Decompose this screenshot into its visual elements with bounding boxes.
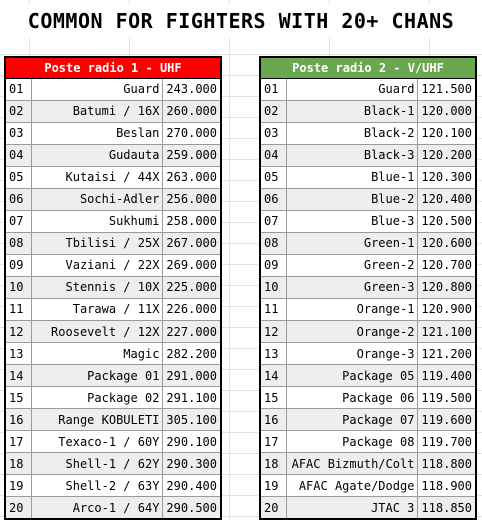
frequency-cell: 120.000 bbox=[418, 100, 476, 122]
channel-number-cell: 08 bbox=[5, 232, 31, 254]
frequency-cell: 282.200 bbox=[163, 343, 221, 365]
channel-number-cell: 17 bbox=[5, 431, 31, 453]
channel-number-cell: 09 bbox=[5, 254, 31, 276]
channel-name-cell: Texaco-1 / 60Y bbox=[31, 431, 163, 453]
channel-number-cell: 19 bbox=[5, 475, 31, 497]
frequency-cell: 120.200 bbox=[418, 144, 476, 166]
frequency-cell: 118.900 bbox=[418, 475, 476, 497]
table-row bbox=[260, 232, 476, 254]
table-row bbox=[5, 276, 221, 298]
frequency-cell: 258.000 bbox=[163, 210, 221, 232]
frequency-cell: 305.100 bbox=[163, 409, 221, 431]
channel-number-cell: 14 bbox=[260, 365, 286, 387]
frequency-cell: 290.400 bbox=[163, 475, 221, 497]
channel-name-cell: Range KOBULETI bbox=[31, 409, 163, 431]
channel-number-cell: 15 bbox=[5, 387, 31, 409]
channel-number-cell: 01 bbox=[5, 78, 31, 100]
channel-name-cell: Green-3 bbox=[286, 276, 418, 298]
table-row bbox=[260, 475, 476, 497]
table-row bbox=[5, 321, 221, 343]
frequency-cell: 267.000 bbox=[163, 232, 221, 254]
frequency-cell: 120.800 bbox=[418, 276, 476, 298]
channel-name-cell: Shell-2 / 63Y bbox=[31, 475, 163, 497]
channel-number-cell: 13 bbox=[260, 343, 286, 365]
frequency-cell: 118.800 bbox=[418, 453, 476, 475]
frequency-cell: 270.000 bbox=[163, 122, 221, 144]
channel-number-cell: 09 bbox=[260, 254, 286, 276]
channel-name-cell: Shell-1 / 62Y bbox=[31, 453, 163, 475]
frequency-cell: 225.000 bbox=[163, 276, 221, 298]
table-row bbox=[260, 409, 476, 431]
channel-name-cell: Package 05 bbox=[286, 365, 418, 387]
channel-name-cell: JTAC 3 bbox=[286, 497, 418, 519]
table-row bbox=[260, 210, 476, 232]
table-row bbox=[5, 475, 221, 497]
vuhf-table-body bbox=[260, 78, 476, 519]
channel-number-cell: 01 bbox=[260, 78, 286, 100]
channel-number-cell: 07 bbox=[5, 210, 31, 232]
channel-number-cell: 20 bbox=[5, 497, 31, 519]
table-row bbox=[5, 144, 221, 166]
table-row bbox=[260, 453, 476, 475]
channel-name-cell: Black-3 bbox=[286, 144, 418, 166]
table-row bbox=[5, 497, 221, 519]
channel-number-cell: 11 bbox=[260, 298, 286, 320]
channel-name-cell: Orange-3 bbox=[286, 343, 418, 365]
channel-number-cell: 11 bbox=[5, 298, 31, 320]
vuhf-radio-table bbox=[259, 56, 477, 520]
frequency-cell: 119.400 bbox=[418, 365, 476, 387]
uhf-table-header: Poste radio 1 - UHF bbox=[5, 57, 221, 78]
frequency-cell: 290.500 bbox=[163, 497, 221, 519]
table-row bbox=[5, 122, 221, 144]
frequency-cell: 119.500 bbox=[418, 387, 476, 409]
frequency-cell: 120.700 bbox=[418, 254, 476, 276]
channel-name-cell: Beslan bbox=[31, 122, 163, 144]
vuhf-table-header: Poste radio 2 - V/UHF bbox=[260, 57, 476, 78]
channel-number-cell: 18 bbox=[260, 453, 286, 475]
channel-number-cell: 16 bbox=[5, 409, 31, 431]
frequency-cell: 118.850 bbox=[418, 497, 476, 519]
table-row bbox=[260, 254, 476, 276]
vuhf-table-header-row bbox=[260, 57, 476, 78]
channel-number-cell: 05 bbox=[5, 166, 31, 188]
channel-number-cell: 19 bbox=[260, 475, 286, 497]
channel-name-cell: Package 02 bbox=[31, 387, 163, 409]
channel-name-cell: Arco-1 / 64Y bbox=[31, 497, 163, 519]
table-row bbox=[5, 210, 221, 232]
table-row bbox=[260, 365, 476, 387]
channel-number-cell: 13 bbox=[5, 343, 31, 365]
channel-name-cell: Package 08 bbox=[286, 431, 418, 453]
channel-number-cell: 03 bbox=[260, 122, 286, 144]
channel-name-cell: Blue-2 bbox=[286, 188, 418, 210]
channel-number-cell: 10 bbox=[5, 276, 31, 298]
channel-name-cell: AFAC Bizmuth/Colt bbox=[286, 453, 418, 475]
channel-number-cell: 12 bbox=[5, 321, 31, 343]
table-row bbox=[5, 453, 221, 475]
frequency-cell: 121.500 bbox=[418, 78, 476, 100]
channel-number-cell: 20 bbox=[260, 497, 286, 519]
frequency-cell: 263.000 bbox=[163, 166, 221, 188]
channel-name-cell: Black-2 bbox=[286, 122, 418, 144]
table-row bbox=[5, 387, 221, 409]
table-row bbox=[260, 100, 476, 122]
channel-number-cell: 17 bbox=[260, 431, 286, 453]
channel-name-cell: Green-2 bbox=[286, 254, 418, 276]
frequency-cell: 290.100 bbox=[163, 431, 221, 453]
table-row bbox=[5, 431, 221, 453]
table-row bbox=[5, 298, 221, 320]
channel-name-cell: Guard bbox=[31, 78, 163, 100]
channel-number-cell: 14 bbox=[5, 365, 31, 387]
frequency-cell: 120.300 bbox=[418, 166, 476, 188]
table-row bbox=[260, 166, 476, 188]
channel-number-cell: 16 bbox=[260, 409, 286, 431]
page-title: COMMON FOR FIGHTERS WITH 20+ CHANS bbox=[0, 4, 482, 38]
channel-number-cell: 06 bbox=[5, 188, 31, 210]
channel-name-cell: Package 06 bbox=[286, 387, 418, 409]
frequency-cell: 291.100 bbox=[163, 387, 221, 409]
frequency-cell: 119.600 bbox=[418, 409, 476, 431]
frequency-cell: 121.200 bbox=[418, 343, 476, 365]
channel-number-cell: 02 bbox=[5, 100, 31, 122]
channel-number-cell: 04 bbox=[5, 144, 31, 166]
frequency-cell: 260.000 bbox=[163, 100, 221, 122]
uhf-table-body bbox=[5, 78, 221, 519]
frequency-cell: 291.000 bbox=[163, 365, 221, 387]
channel-name-cell: Sukhumi bbox=[31, 210, 163, 232]
frequency-cell: 290.300 bbox=[163, 453, 221, 475]
table-row bbox=[5, 409, 221, 431]
table-row bbox=[260, 122, 476, 144]
channel-name-cell: Batumi / 16X bbox=[31, 100, 163, 122]
frequency-cell: 120.900 bbox=[418, 298, 476, 320]
channel-name-cell: Gudauta bbox=[31, 144, 163, 166]
channel-name-cell: Package 07 bbox=[286, 409, 418, 431]
channel-number-cell: 15 bbox=[260, 387, 286, 409]
channel-name-cell: Orange-1 bbox=[286, 298, 418, 320]
channel-name-cell: Kutaisi / 44X bbox=[31, 166, 163, 188]
frequency-cell: 269.000 bbox=[163, 254, 221, 276]
uhf-radio-table bbox=[4, 56, 222, 520]
channel-number-cell: 07 bbox=[260, 210, 286, 232]
table-row bbox=[260, 276, 476, 298]
channel-name-cell: Stennis / 10X bbox=[31, 276, 163, 298]
channel-number-cell: 10 bbox=[260, 276, 286, 298]
frequency-cell: 120.600 bbox=[418, 232, 476, 254]
channel-number-cell: 12 bbox=[260, 321, 286, 343]
frequency-cell: 256.000 bbox=[163, 188, 221, 210]
table-row bbox=[5, 232, 221, 254]
table-row bbox=[260, 144, 476, 166]
table-row bbox=[260, 321, 476, 343]
channel-number-cell: 18 bbox=[5, 453, 31, 475]
channel-name-cell: Orange-2 bbox=[286, 321, 418, 343]
frequency-cell: 120.500 bbox=[418, 210, 476, 232]
table-row bbox=[260, 78, 476, 100]
table-row bbox=[260, 343, 476, 365]
table-row bbox=[260, 298, 476, 320]
channel-name-cell: Black-1 bbox=[286, 100, 418, 122]
frequency-cell: 120.400 bbox=[418, 188, 476, 210]
frequency-cell: 259.000 bbox=[163, 144, 221, 166]
frequency-cell: 227.000 bbox=[163, 321, 221, 343]
channel-number-cell: 05 bbox=[260, 166, 286, 188]
channel-name-cell: Green-1 bbox=[286, 232, 418, 254]
frequency-cell: 226.000 bbox=[163, 298, 221, 320]
frequency-cell: 243.000 bbox=[163, 78, 221, 100]
frequency-cell: 121.100 bbox=[418, 321, 476, 343]
table-row bbox=[5, 100, 221, 122]
table-row bbox=[5, 166, 221, 188]
channel-number-cell: 03 bbox=[5, 122, 31, 144]
channel-number-cell: 04 bbox=[260, 144, 286, 166]
table-row bbox=[260, 387, 476, 409]
table-row bbox=[5, 343, 221, 365]
channel-name-cell: Magic bbox=[31, 343, 163, 365]
uhf-table-header-row bbox=[5, 57, 221, 78]
table-row bbox=[5, 254, 221, 276]
channel-name-cell: Guard bbox=[286, 78, 418, 100]
channel-name-cell: Roosevelt / 12X bbox=[31, 321, 163, 343]
table-row bbox=[260, 188, 476, 210]
channel-name-cell: Sochi-Adler bbox=[31, 188, 163, 210]
channel-name-cell: Package 01 bbox=[31, 365, 163, 387]
channel-name-cell: Blue-1 bbox=[286, 166, 418, 188]
channel-name-cell: Vaziani / 22X bbox=[31, 254, 163, 276]
channel-name-cell: AFAC Agate/Dodge bbox=[286, 475, 418, 497]
channel-name-cell: Tbilisi / 25X bbox=[31, 232, 163, 254]
table-row bbox=[5, 365, 221, 387]
channel-number-cell: 02 bbox=[260, 100, 286, 122]
channel-number-cell: 06 bbox=[260, 188, 286, 210]
table-row bbox=[5, 188, 221, 210]
table-row bbox=[5, 78, 221, 100]
frequency-cell: 120.100 bbox=[418, 122, 476, 144]
table-row bbox=[260, 497, 476, 519]
channel-name-cell: Blue-3 bbox=[286, 210, 418, 232]
frequency-cell: 119.700 bbox=[418, 431, 476, 453]
table-row bbox=[260, 431, 476, 453]
channel-name-cell: Tarawa / 11X bbox=[31, 298, 163, 320]
channel-number-cell: 08 bbox=[260, 232, 286, 254]
